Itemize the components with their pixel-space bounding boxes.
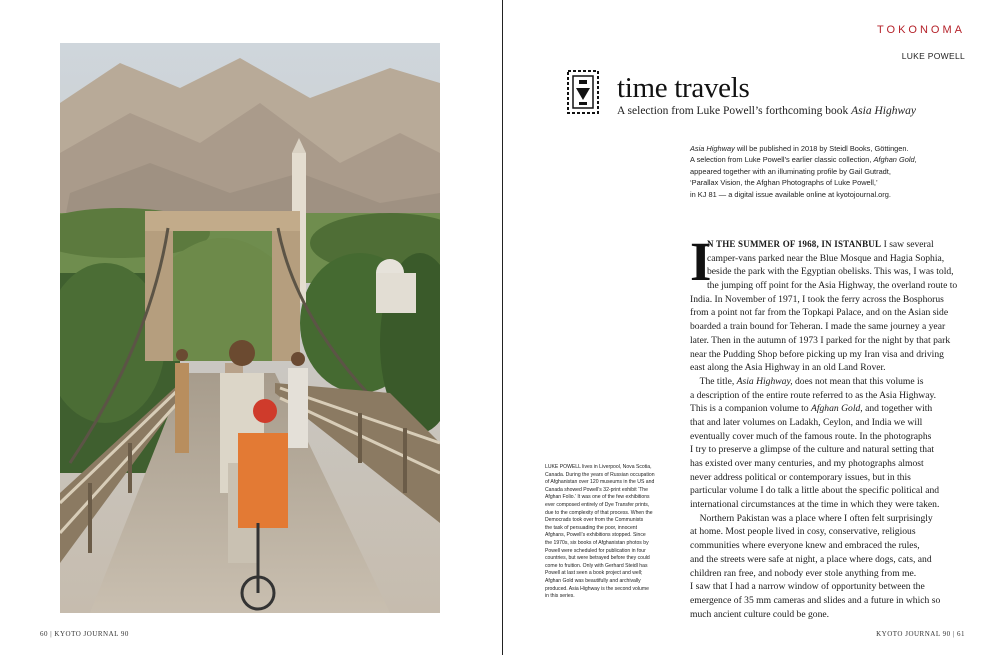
body-text: and the streets were safe at night, a place where dogs, cats, and bbox=[690, 553, 932, 565]
body-line bbox=[690, 580, 965, 594]
body-text: a description of the entire route referred to as the Asia Highway. bbox=[690, 389, 937, 401]
body-line bbox=[690, 293, 965, 307]
body-text: This is a companion volume to bbox=[690, 403, 811, 415]
intro-text: A selection from Luke Powell’s earlier classic collection, bbox=[690, 155, 874, 165]
body-line bbox=[690, 416, 965, 430]
body-text: east along the Asia Highway in an old Land Rover. bbox=[690, 362, 886, 374]
body-text: I saw several bbox=[881, 239, 934, 250]
intro-note bbox=[690, 143, 960, 200]
caption-line: Powell were scheduled for publication in four bbox=[545, 547, 646, 554]
body-text: near the Pudding Shop before picking up my Iran visa and driving bbox=[690, 348, 944, 360]
body-text: later. Then in the autumn of 1973 I parked for the night by that park bbox=[690, 334, 951, 346]
caption-line: Powell at last seen a book project and well; bbox=[545, 570, 643, 577]
intro-italic-title: Asia Highway bbox=[690, 144, 735, 153]
body-text: eventually cover much of the famous route. In the photographs bbox=[690, 430, 932, 442]
body-line bbox=[690, 389, 965, 403]
intro-text: will be published in 2018 by Steidl Books, Göttingen. bbox=[734, 144, 909, 153]
section-label: TOKONOMA bbox=[877, 24, 965, 36]
body-text: children ran free, and nobody ever stole anything from me. bbox=[690, 567, 917, 579]
body-line bbox=[690, 430, 965, 444]
intro-text: ‘Parallax Vision, the Afghan Photographs of Luke Powell,’ bbox=[690, 178, 878, 188]
body-italic-title: Asia Highway, bbox=[736, 375, 793, 387]
body-text: beside the park with the Egyptian obelisks. This was, I was told, bbox=[707, 266, 954, 278]
article-title: time travels bbox=[617, 72, 750, 104]
caption-line: of Afghanistan over 120 museums in the US and bbox=[545, 479, 655, 486]
intro-line bbox=[690, 189, 960, 200]
bridge-photo-icon bbox=[60, 43, 440, 613]
body-text: The title, bbox=[690, 375, 737, 387]
body-text: boarded a train bound for Teheran. I made the same journey a year bbox=[690, 321, 946, 333]
caption-line: LUKE POWELL lives in Liverpool, Nova Scotia, bbox=[545, 464, 652, 470]
body-line bbox=[690, 375, 965, 389]
body-smallcaps-lead: N THE SUMMER OF 1968, IN ISTANBUL bbox=[707, 239, 882, 249]
caption-line: Canada. During the years of Russian occupation bbox=[545, 471, 655, 478]
drop-cap: I bbox=[690, 231, 712, 292]
caption-line: Canada showed Powell’s 32-print exhibit ‘The bbox=[545, 486, 648, 493]
body-line bbox=[690, 443, 965, 457]
body-text: the jumping off point for the Asia Highway, the overland route to bbox=[707, 280, 958, 292]
subtitle-book-title: Asia Highway bbox=[851, 105, 916, 117]
body-italic-title: Afghan Gold bbox=[810, 403, 861, 415]
body-line bbox=[690, 265, 965, 279]
body-text: that and later volumes on Ladakh, Ceylon, and India we will bbox=[690, 416, 923, 428]
right-page-folio: KYOTO JOURNAL 90 | 61 bbox=[876, 630, 965, 638]
intro-line bbox=[690, 143, 960, 154]
intro-line bbox=[690, 154, 960, 165]
caption-line: Afghans, Powell’s exhibitions stopped. Since bbox=[545, 532, 646, 539]
body-line bbox=[690, 306, 965, 320]
body-text: camper-vans parked near the Blue Mosque and Hagia Sophia, bbox=[707, 252, 945, 264]
page-gutter bbox=[502, 0, 503, 655]
body-line bbox=[690, 348, 965, 362]
body-text: international circumstances at the time in which they were taken. bbox=[690, 499, 940, 511]
body-text: from a point not far from the Topkapi Palace, and on the Asian side bbox=[690, 307, 949, 319]
body-line bbox=[690, 361, 965, 375]
body-text: particular volume I do talk a little about the specific political and bbox=[690, 485, 940, 497]
body-line bbox=[690, 594, 965, 608]
article-subtitle bbox=[617, 105, 916, 117]
caption-line: produced. Asia Highway is the second volume bbox=[545, 585, 649, 592]
intro-text: appeared together with an illuminating profile by Gail Gutradt, bbox=[690, 166, 891, 176]
body-line bbox=[690, 498, 965, 512]
intro-italic-title: Afghan Gold bbox=[873, 155, 915, 165]
body-line bbox=[690, 334, 965, 348]
caption-line: Democrads took over from the Communists bbox=[545, 517, 644, 524]
caption-line: Afghan Gold was beautifully and archivally bbox=[545, 577, 641, 584]
body-text: does not mean that this volume is bbox=[792, 375, 924, 387]
intro-text: , bbox=[914, 155, 917, 165]
suspension-bridge-photo bbox=[60, 43, 440, 613]
body-line bbox=[690, 512, 965, 526]
caption-line: the 1970s, six books of Afghanistan photos by bbox=[545, 539, 649, 546]
intro-line bbox=[690, 177, 960, 188]
body-text: much ancient culture could be gone. bbox=[690, 608, 830, 620]
body-line bbox=[690, 525, 965, 539]
body-text: communities where everyone knew and embraced the rules, bbox=[690, 540, 920, 552]
caption-line: ever composed entirely of Dye Transfer prints, bbox=[545, 501, 650, 508]
intro-line bbox=[690, 166, 960, 177]
body-line bbox=[690, 471, 965, 485]
body-text: I try to preserve a glimpse of the culture and natural setting that bbox=[690, 444, 935, 456]
caption-line: in this series. bbox=[545, 593, 575, 600]
body-text: Northern Pakistan was a place where I often felt surprisingly bbox=[690, 512, 933, 524]
tokonoma-logo-icon bbox=[567, 70, 599, 114]
body-line bbox=[690, 539, 965, 553]
article-body bbox=[690, 231, 965, 621]
subtitle-text: A selection from Luke Powell’s forthcoming book bbox=[617, 105, 852, 117]
body-text: I saw that I had a narrow window of opportunity between the bbox=[690, 581, 925, 593]
body-line bbox=[690, 484, 965, 498]
caption-line: due to the complexity of that process. When the bbox=[545, 509, 653, 516]
body-line bbox=[690, 553, 965, 567]
body-text: , and together with bbox=[860, 403, 933, 415]
left-page-folio: 60 | KYOTO JOURNAL 90 bbox=[40, 630, 129, 638]
caption-line: the task of persuading the poor, innocent bbox=[545, 524, 638, 531]
body-line bbox=[690, 252, 965, 266]
body-line bbox=[690, 279, 965, 293]
body-line bbox=[690, 567, 965, 581]
body-line bbox=[690, 238, 965, 252]
caption-line: countries, but were betrayed before they could bbox=[545, 555, 650, 562]
body-text: emergence of 35 mm cameras and slides and a future in which so bbox=[690, 594, 941, 606]
body-line bbox=[690, 608, 965, 622]
intro-text: in KJ 81 — a digital issue available online at kyotojournal.org. bbox=[690, 189, 891, 199]
author-name: LUKE POWELL bbox=[901, 51, 965, 61]
body-line bbox=[690, 402, 965, 416]
caption-line: come to fruition. Only with Gerhard Steidl has bbox=[545, 562, 648, 569]
body-line bbox=[690, 457, 965, 471]
body-line bbox=[690, 320, 965, 334]
body-text: has existed over many centuries, and my photographs almost bbox=[690, 458, 924, 469]
body-text: at home. Most people lived in cosy, conservative, religious bbox=[690, 526, 916, 538]
author-bio-caption bbox=[545, 464, 675, 601]
caption-line: Afghan Folio.’ It was one of the few exhibitions bbox=[545, 494, 650, 501]
body-text: India. In November of 1971, I took the ferry across the Bosphorus bbox=[690, 293, 944, 305]
body-text: never address political or contemporary issues, but in this bbox=[690, 471, 911, 483]
